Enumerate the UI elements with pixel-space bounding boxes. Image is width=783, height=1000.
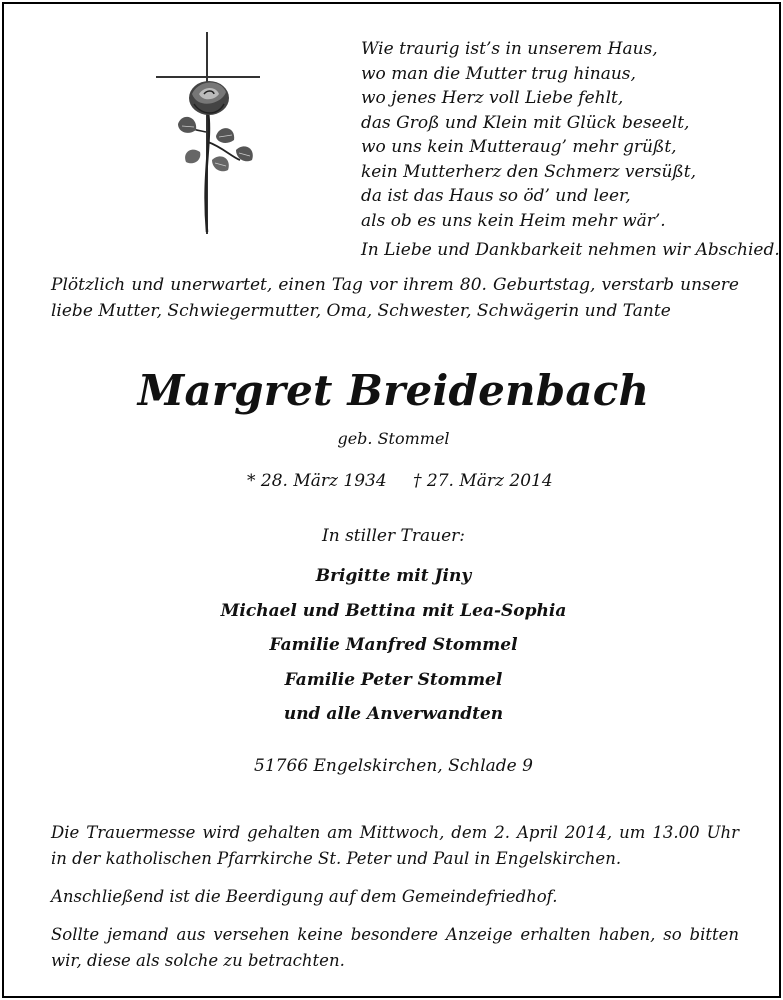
maiden-name: geb. Stommel xyxy=(337,429,450,448)
mourner: Brigitte mit Jiny xyxy=(315,566,472,586)
poem-line: da ist das Haus so öd’ und leer, xyxy=(361,186,631,206)
burial-notice: Anschließend ist die Beerdigung auf dem Gemeindefriedhof. xyxy=(51,887,558,906)
poem-line: wo uns kein Mutteraug’ mehr grüßt, xyxy=(361,137,677,157)
death-date: † 27. März 2014 xyxy=(413,471,553,491)
poem-line: kein Mutterherz den Schmerz versüßt, xyxy=(361,161,696,182)
mourner: Familie Peter Stommel xyxy=(284,669,503,690)
mourner: Michael und Bettina mit Lea-Sophia xyxy=(220,600,567,621)
poem-line: wo man die Mutter trug hinaus, xyxy=(361,63,636,84)
mourner: Familie Manfred Stommel xyxy=(269,635,518,655)
intro-text: Plötzlich und unerwartet, einen Tag vor ihrem 80. Geburtstag, verstarb unsere liebe Mutter, Schwiegermutter, Oma, Schwester, Schwägerin und Tante xyxy=(51,275,739,321)
poem-line: das Groß und Klein mit Glück beseelt, xyxy=(361,112,690,133)
mourning-label: In stiller Trauer: xyxy=(322,526,465,546)
family-address: 51766 Engelskirchen, Schlade 9 xyxy=(254,756,533,776)
funeral-mass-notice: Die Trauermesse wird gehalten am Mittwoch, dem 2. April 2014, um 13.00 Uhr in der katholischen Pfarrkirche St. Peter und Paul in Engelskirchen. xyxy=(51,823,739,868)
poem-line: als ob es uns kein Heim mehr wär’. xyxy=(361,210,666,231)
farewell-text: In Liebe und Dankbarkeit nehmen wir Abschied. xyxy=(361,240,780,260)
deceased-name: Margret Breidenbach xyxy=(137,366,650,415)
cross-with-rose-icon xyxy=(152,32,264,237)
obituary-notice xyxy=(2,2,781,998)
poem-line: Wie traurig ist’s in unserem Haus, xyxy=(361,39,658,59)
announcement-notice: Sollte jemand aus versehen keine besondere Anzeige erhalten haben, so bitten wir, diese als solche zu betrachten. xyxy=(51,925,739,970)
poem-line: wo jenes Herz voll Liebe fehlt, xyxy=(361,88,624,108)
mourner: und alle Anverwandten xyxy=(283,704,504,724)
birth-date: * 28. März 1934 xyxy=(247,471,387,491)
mourners-list xyxy=(4,559,783,732)
poem xyxy=(361,37,761,233)
